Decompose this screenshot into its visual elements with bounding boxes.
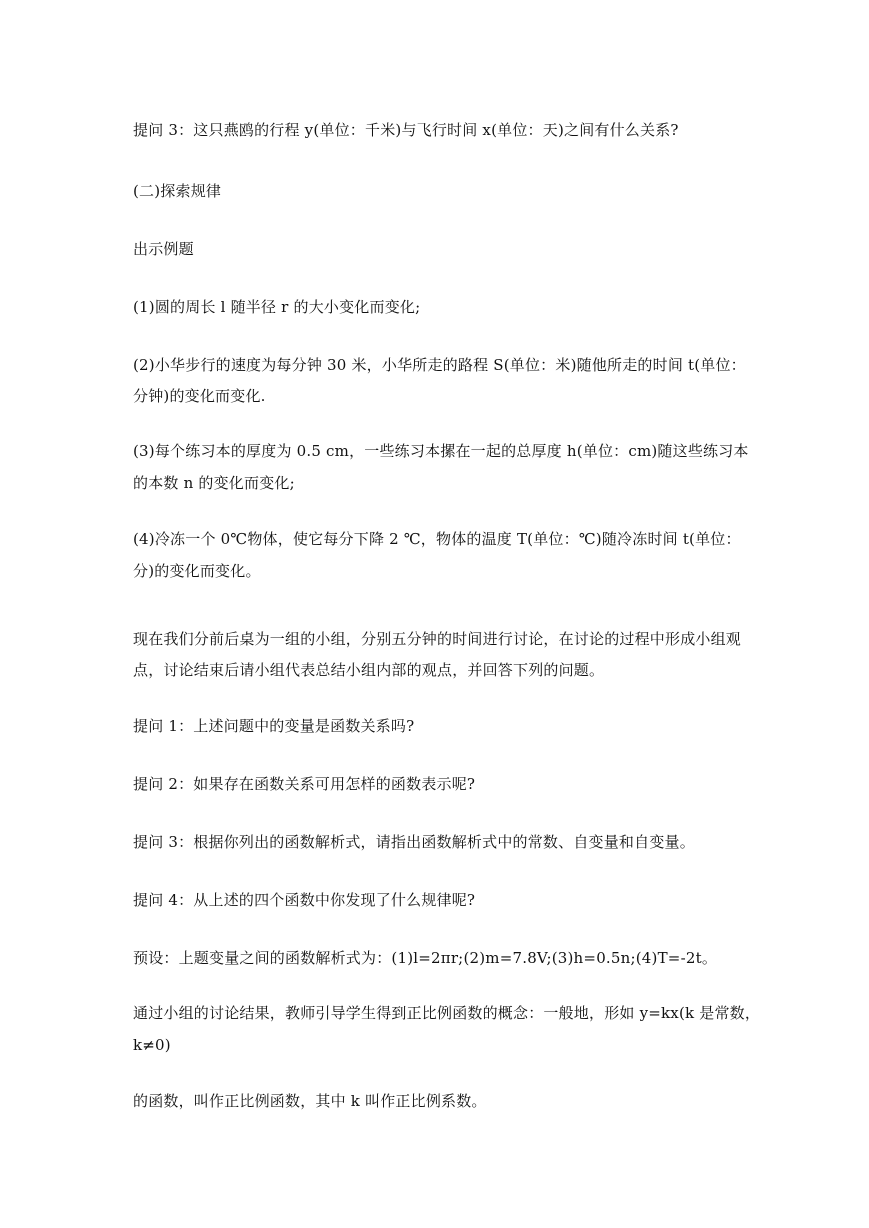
question-2-text: 提问 2：如果存在函数关系可用怎样的函数表示呢?	[133, 775, 476, 793]
discussion-line-1: 现在我们分前后桌为一组的小组，分别五分钟的时间进行讨论，在讨论的过程中形成小组观	[133, 630, 742, 648]
definition-line-3: 的函数，叫作正比例函数，其中 k 叫作正比例系数。	[133, 1092, 487, 1110]
discussion-line-2: 点，讨论结束后请小组代表总结小组内部的观点，并回答下列的问题。	[133, 661, 605, 679]
example-1-text: (1)圆的周长 l 随半径 r 的大小变化而变化;	[133, 298, 421, 316]
example-heading: 出示例题	[133, 240, 194, 258]
example-3-line-1: (3)每个练习本的厚度为 0.5 cm，一些练习本摞在一起的总厚度 h(单位：cm)随这些练习本	[133, 442, 749, 460]
definition-line-1: 通过小组的讨论结果，教师引导学生得到正比例函数的概念：一般地，形如 y=kx(k 是常数，	[133, 1004, 761, 1022]
preset-answer-text: 预设：上题变量之间的函数解析式为：(1)l=2πr;(2)m=7.8V;(3)h=0.5n;(4)T=-2t。	[133, 949, 718, 967]
example-2-line-2: 分钟)的变化而变化.	[133, 387, 266, 405]
question-3-text: 提问 3：这只燕鸥的行程 y(单位：千米)与飞行时间 x(单位：天)之间有什么关系?	[133, 121, 679, 139]
question-4-text: 提问 4：从上述的四个函数中你发现了什么规律呢?	[133, 891, 476, 909]
question-1-text: 提问 1：上述问题中的变量是函数关系吗?	[133, 717, 415, 735]
example-3-line-2: 的本数 n 的变化而变化;	[133, 474, 295, 492]
example-4-line-1: (4)冷冻一个 0℃物体，使它每分下降 2 ℃，物体的温度 T(单位：℃)随冷冻时间 t(单位：	[133, 530, 741, 548]
question-3b-text: 提问 3：根据你列出的函数解析式，请指出函数解析式中的常数、自变量和自变量。	[133, 833, 695, 851]
example-2-line-1: (2)小华步行的速度为每分钟 30 米，小华所走的路程 S(单位：米)随他所走的时间 t(单位：	[133, 356, 746, 374]
example-4-line-2: 分)的变化而变化。	[133, 562, 261, 580]
definition-line-2: k≠0)	[133, 1036, 171, 1054]
section-heading: (二)探索规律	[133, 182, 222, 200]
